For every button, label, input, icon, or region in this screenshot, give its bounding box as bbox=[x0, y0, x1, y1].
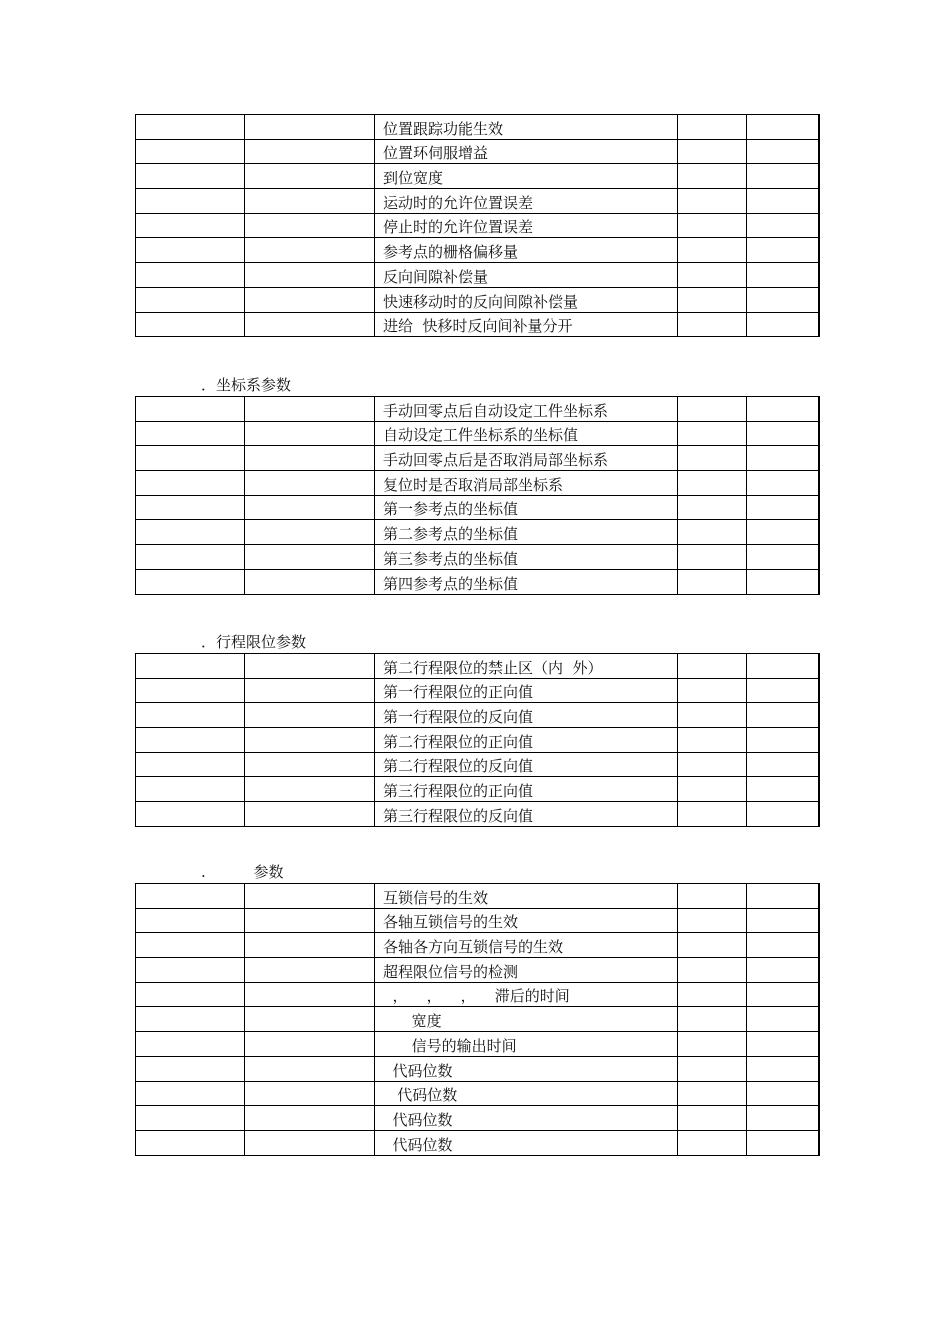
param-description: 手动回零点后自动设定工件坐标系 bbox=[375, 397, 678, 422]
section-heading: ．行程限位参数 bbox=[201, 633, 307, 651]
param-symbol-cell bbox=[245, 752, 375, 777]
param-number-cell bbox=[136, 678, 245, 703]
param-unit-cell bbox=[678, 703, 747, 728]
param-unit-cell bbox=[678, 802, 747, 827]
table-row bbox=[136, 213, 819, 238]
table-row bbox=[136, 545, 819, 570]
param-description: 到位宽度 bbox=[375, 164, 678, 189]
param-description: 代码位数 bbox=[375, 1056, 678, 1081]
param-value-cell bbox=[747, 545, 819, 570]
param-symbol-cell bbox=[245, 312, 375, 337]
param-unit-cell bbox=[678, 1032, 747, 1057]
table-row bbox=[136, 397, 819, 422]
param-description: 位置环伺服增益 bbox=[375, 139, 678, 164]
table-row bbox=[136, 1056, 819, 1081]
param-unit-cell bbox=[678, 884, 747, 909]
param-unit-cell bbox=[678, 982, 747, 1007]
param-symbol-cell bbox=[245, 1106, 375, 1131]
param-description: 代码位数 bbox=[375, 1106, 678, 1131]
table-row bbox=[136, 1007, 819, 1032]
param-description: 第二行程限位的正向值 bbox=[375, 728, 678, 753]
param-unit-cell bbox=[678, 1056, 747, 1081]
param-value-cell bbox=[747, 312, 819, 337]
param-value-cell bbox=[747, 1007, 819, 1032]
param-unit-cell bbox=[678, 1007, 747, 1032]
param-number-cell bbox=[136, 263, 245, 288]
param-number-cell bbox=[136, 1081, 245, 1106]
param-symbol-cell bbox=[245, 189, 375, 214]
table-row bbox=[136, 933, 819, 958]
table-row bbox=[136, 728, 819, 753]
param-description: 第四参考点的坐标值 bbox=[375, 569, 678, 594]
param-unit-cell bbox=[678, 777, 747, 802]
param-number-cell bbox=[136, 139, 245, 164]
table-row bbox=[136, 287, 819, 312]
param-number-cell bbox=[136, 569, 245, 594]
param-description: 第二行程限位的反向值 bbox=[375, 752, 678, 777]
param-unit-cell bbox=[678, 1106, 747, 1131]
param-unit-cell bbox=[678, 1081, 747, 1106]
param-symbol-cell bbox=[245, 654, 375, 679]
param-description: 各轴互锁信号的生效 bbox=[375, 908, 678, 933]
param-symbol-cell bbox=[245, 1081, 375, 1106]
param-symbol-cell bbox=[245, 213, 375, 238]
param-description: 停止时的允许位置误差 bbox=[375, 213, 678, 238]
param-symbol-cell bbox=[245, 933, 375, 958]
param-unit-cell bbox=[678, 446, 747, 471]
param-description: 宽度 bbox=[375, 1007, 678, 1032]
param-symbol-cell bbox=[245, 421, 375, 446]
param-number-cell bbox=[136, 728, 245, 753]
param-value-cell bbox=[747, 1130, 819, 1155]
param-number-cell bbox=[136, 884, 245, 909]
param-table-2 bbox=[135, 396, 820, 595]
param-number-cell bbox=[136, 982, 245, 1007]
param-value-cell bbox=[747, 213, 819, 238]
table-row bbox=[136, 982, 819, 1007]
table-row bbox=[136, 1106, 819, 1131]
param-number-cell bbox=[136, 545, 245, 570]
param-description: 第二参考点的坐标值 bbox=[375, 520, 678, 545]
param-value-cell bbox=[747, 1106, 819, 1131]
table-row bbox=[136, 958, 819, 983]
param-description: 进给 快移时反向间补量分开 bbox=[375, 312, 678, 337]
param-symbol-cell bbox=[245, 1056, 375, 1081]
param-value-cell bbox=[747, 802, 819, 827]
param-symbol-cell bbox=[245, 569, 375, 594]
param-number-cell bbox=[136, 115, 245, 140]
param-symbol-cell bbox=[245, 802, 375, 827]
table-row bbox=[136, 654, 819, 679]
param-symbol-cell bbox=[245, 446, 375, 471]
param-unit-cell bbox=[678, 958, 747, 983]
param-value-cell bbox=[747, 777, 819, 802]
param-number-cell bbox=[136, 802, 245, 827]
table-row bbox=[136, 446, 819, 471]
param-value-cell bbox=[747, 495, 819, 520]
param-table-3 bbox=[135, 653, 820, 827]
param-symbol-cell bbox=[245, 728, 375, 753]
param-unit-cell bbox=[678, 238, 747, 263]
param-symbol-cell bbox=[245, 678, 375, 703]
param-value-cell bbox=[747, 397, 819, 422]
param-value-cell bbox=[747, 520, 819, 545]
param-value-cell bbox=[747, 189, 819, 214]
param-value-cell bbox=[747, 678, 819, 703]
param-value-cell bbox=[747, 654, 819, 679]
param-number-cell bbox=[136, 777, 245, 802]
table-row bbox=[136, 1081, 819, 1106]
param-number-cell bbox=[136, 1056, 245, 1081]
param-unit-cell bbox=[678, 139, 747, 164]
param-value-cell bbox=[747, 752, 819, 777]
param-value-cell bbox=[747, 238, 819, 263]
table-row bbox=[136, 263, 819, 288]
param-number-cell bbox=[136, 287, 245, 312]
param-unit-cell bbox=[678, 908, 747, 933]
param-value-cell bbox=[747, 263, 819, 288]
param-value-cell bbox=[747, 446, 819, 471]
param-description: 快速移动时的反向间隙补偿量 bbox=[375, 287, 678, 312]
param-symbol-cell bbox=[245, 884, 375, 909]
param-description: 自动设定工件坐标系的坐标值 bbox=[375, 421, 678, 446]
param-symbol-cell bbox=[245, 958, 375, 983]
param-number-cell bbox=[136, 1032, 245, 1057]
param-number-cell bbox=[136, 933, 245, 958]
param-description: 代码位数 bbox=[375, 1081, 678, 1106]
param-description: 参考点的栅格偏移量 bbox=[375, 238, 678, 263]
param-value-cell bbox=[747, 933, 819, 958]
param-unit-cell bbox=[678, 471, 747, 496]
param-symbol-cell bbox=[245, 287, 375, 312]
table-row bbox=[136, 908, 819, 933]
param-symbol-cell bbox=[245, 115, 375, 140]
param-symbol-cell bbox=[245, 777, 375, 802]
param-unit-cell bbox=[678, 115, 747, 140]
param-value-cell bbox=[747, 287, 819, 312]
table-row bbox=[136, 777, 819, 802]
param-number-cell bbox=[136, 1007, 245, 1032]
param-unit-cell bbox=[678, 654, 747, 679]
param-unit-cell bbox=[678, 520, 747, 545]
param-number-cell bbox=[136, 654, 245, 679]
param-symbol-cell bbox=[245, 1032, 375, 1057]
param-unit-cell bbox=[678, 287, 747, 312]
param-value-cell bbox=[747, 164, 819, 189]
param-description: 手动回零点后是否取消局部坐标系 bbox=[375, 446, 678, 471]
param-number-cell bbox=[136, 752, 245, 777]
param-number-cell bbox=[136, 213, 245, 238]
param-number-cell bbox=[136, 397, 245, 422]
table-row bbox=[136, 421, 819, 446]
param-number-cell bbox=[136, 238, 245, 263]
param-symbol-cell bbox=[245, 495, 375, 520]
table-row bbox=[136, 703, 819, 728]
param-unit-cell bbox=[678, 495, 747, 520]
table-row bbox=[136, 678, 819, 703]
param-unit-cell bbox=[678, 263, 747, 288]
param-description: 第一参考点的坐标值 bbox=[375, 495, 678, 520]
param-unit-cell bbox=[678, 569, 747, 594]
param-unit-cell bbox=[678, 678, 747, 703]
param-symbol-cell bbox=[245, 397, 375, 422]
table-row bbox=[136, 164, 819, 189]
param-symbol-cell bbox=[245, 139, 375, 164]
table-row bbox=[136, 115, 819, 140]
param-unit-cell bbox=[678, 397, 747, 422]
param-value-cell bbox=[747, 884, 819, 909]
table-row bbox=[136, 139, 819, 164]
table-row bbox=[136, 312, 819, 337]
param-symbol-cell bbox=[245, 471, 375, 496]
table-row bbox=[136, 569, 819, 594]
param-unit-cell bbox=[678, 1130, 747, 1155]
param-number-cell bbox=[136, 1130, 245, 1155]
param-value-cell bbox=[747, 421, 819, 446]
param-number-cell bbox=[136, 189, 245, 214]
param-unit-cell bbox=[678, 728, 747, 753]
section-heading: ．坐标系参数 bbox=[201, 376, 292, 394]
param-number-cell bbox=[136, 520, 245, 545]
param-unit-cell bbox=[678, 164, 747, 189]
param-description: 各轴各方向互锁信号的生效 bbox=[375, 933, 678, 958]
param-description: 反向间隙补偿量 bbox=[375, 263, 678, 288]
param-symbol-cell bbox=[245, 703, 375, 728]
section-heading: . 参数 bbox=[201, 863, 284, 881]
param-description: 互锁信号的生效 bbox=[375, 884, 678, 909]
param-number-cell bbox=[136, 1106, 245, 1131]
param-description: 第二行程限位的禁止区（内 外） bbox=[375, 654, 678, 679]
param-value-cell bbox=[747, 471, 819, 496]
param-symbol-cell bbox=[245, 1007, 375, 1032]
param-unit-cell bbox=[678, 421, 747, 446]
param-value-cell bbox=[747, 728, 819, 753]
param-value-cell bbox=[747, 1081, 819, 1106]
param-description: 第三行程限位的反向值 bbox=[375, 802, 678, 827]
param-value-cell bbox=[747, 1032, 819, 1057]
param-number-cell bbox=[136, 703, 245, 728]
param-symbol-cell bbox=[245, 982, 375, 1007]
param-description: 复位时是否取消局部坐标系 bbox=[375, 471, 678, 496]
param-unit-cell bbox=[678, 213, 747, 238]
param-unit-cell bbox=[678, 545, 747, 570]
param-unit-cell bbox=[678, 752, 747, 777]
param-value-cell bbox=[747, 982, 819, 1007]
table-row bbox=[136, 189, 819, 214]
table-row bbox=[136, 495, 819, 520]
param-value-cell bbox=[747, 958, 819, 983]
param-unit-cell bbox=[678, 189, 747, 214]
param-value-cell bbox=[747, 115, 819, 140]
param-number-cell bbox=[136, 908, 245, 933]
param-number-cell bbox=[136, 471, 245, 496]
param-value-cell bbox=[747, 1056, 819, 1081]
param-symbol-cell bbox=[245, 263, 375, 288]
param-description: 第三参考点的坐标值 bbox=[375, 545, 678, 570]
param-number-cell bbox=[136, 421, 245, 446]
param-value-cell bbox=[747, 908, 819, 933]
param-number-cell bbox=[136, 495, 245, 520]
param-table-1 bbox=[135, 114, 820, 337]
param-description: 第一行程限位的反向值 bbox=[375, 703, 678, 728]
table-row bbox=[136, 802, 819, 827]
param-description: 代码位数 bbox=[375, 1130, 678, 1155]
param-unit-cell bbox=[678, 933, 747, 958]
param-description: 超程限位信号的检测 bbox=[375, 958, 678, 983]
param-symbol-cell bbox=[245, 238, 375, 263]
param-symbol-cell bbox=[245, 908, 375, 933]
table-row bbox=[136, 238, 819, 263]
param-symbol-cell bbox=[245, 545, 375, 570]
param-description: 第一行程限位的正向值 bbox=[375, 678, 678, 703]
param-value-cell bbox=[747, 139, 819, 164]
table-row bbox=[136, 1032, 819, 1057]
param-symbol-cell bbox=[245, 1130, 375, 1155]
table-row bbox=[136, 884, 819, 909]
param-symbol-cell bbox=[245, 520, 375, 545]
param-number-cell bbox=[136, 446, 245, 471]
param-value-cell bbox=[747, 569, 819, 594]
param-table-4 bbox=[135, 883, 820, 1156]
param-number-cell bbox=[136, 164, 245, 189]
table-row bbox=[136, 1130, 819, 1155]
table-row bbox=[136, 752, 819, 777]
param-unit-cell bbox=[678, 312, 747, 337]
table-row bbox=[136, 520, 819, 545]
table-row bbox=[136, 471, 819, 496]
param-symbol-cell bbox=[245, 164, 375, 189]
param-number-cell bbox=[136, 312, 245, 337]
param-value-cell bbox=[747, 703, 819, 728]
param-number-cell bbox=[136, 958, 245, 983]
param-description: 信号的输出时间 bbox=[375, 1032, 678, 1057]
param-description: ， ， ， 滞后的时间 bbox=[375, 982, 678, 1007]
param-description: 位置跟踪功能生效 bbox=[375, 115, 678, 140]
param-description: 运动时的允许位置误差 bbox=[375, 189, 678, 214]
param-description: 第三行程限位的正向值 bbox=[375, 777, 678, 802]
